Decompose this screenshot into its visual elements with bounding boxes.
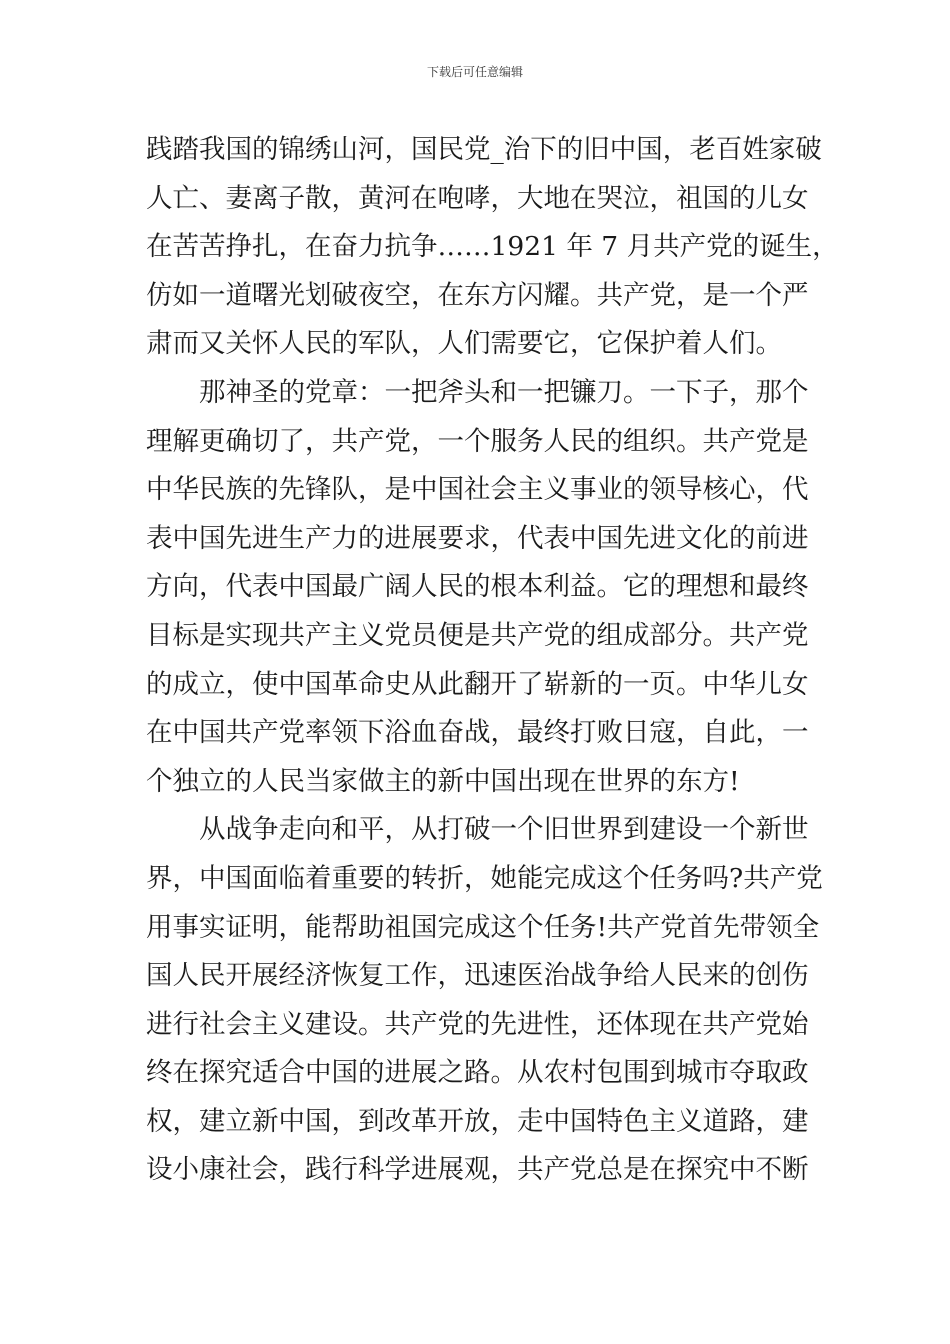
text-line: 界，中国面临着重要的转折，她能完成这个任务吗?共产党 <box>146 862 823 894</box>
text-line: 理解更确切了，共产党，一个服务人民的组织。共产党是 <box>146 425 809 457</box>
text-line: 人亡、妻离子散，黄河在咆哮，大地在哭泣，祖国的儿女 <box>146 182 809 214</box>
text-line: 在苦苦挣扎，在奋力抗争……1921 年 7 月共产党的诞生， <box>146 231 839 263</box>
text-line: 仿如一道曙光划破夜空，在东方闪耀。共产党，是一个严 <box>146 279 809 311</box>
text-line: 进行社会主义建设。共产党的先进性，还体现在共产党始 <box>146 1008 809 1040</box>
text-line: 在中国共产党率领下浴血奋战，最终打败日寇，自此，一 <box>146 717 809 749</box>
text-line: 用事实证明，能帮助祖国完成这个任务!共产党首先带领全 <box>146 911 820 943</box>
text-line: 中华民族的先锋队，是中国社会主义事业的领导核心，代 <box>146 474 809 506</box>
page-header: 下载后可任意编辑 <box>426 65 523 79</box>
text-line: 表中国先进生产力的进展要求，代表中国先进文化的前进 <box>146 522 809 554</box>
text-line: 终在探究适合中国的进展之路。从农村包围到城市夺取政 <box>146 1057 809 1089</box>
text-line: 国人民开展经济恢复工作，迅速医治战争给人民来的创伤 <box>146 960 809 992</box>
text-line: 权，建立新中国，到改革开放，走中国特色主义道路，建 <box>146 1105 809 1137</box>
text-line: 从战争走向和平，从打破一个旧世界到建设一个新世 <box>199 814 809 846</box>
text-line: 那神圣的党章：一把斧头和一把镰刀。一下子，那个 <box>199 376 809 408</box>
document-body <box>146 126 839 1195</box>
text-line: 方向，代表中国最广阔人民的根本利益。它的理想和最终 <box>146 571 809 603</box>
text-line: 个独立的人民当家做主的新中国出现在世界的东方! <box>146 765 740 797</box>
text-line: 设小康社会，践行科学进展观，共产党总是在探究中不断 <box>146 1154 809 1186</box>
text-line: 目标是实现共产主义党员便是共产党的组成部分。共产党 <box>146 619 809 651</box>
text-line: 践踏我国的锦绣山河，国民党_治下的旧中国，老百姓家破 <box>146 134 822 165</box>
text-line: 的成立，使中国革命史从此翻开了崭新的一页。中华儿女 <box>146 668 809 700</box>
text-line: 肃而又关怀人民的军队，人们需要它，它保护着人们。 <box>146 328 782 360</box>
